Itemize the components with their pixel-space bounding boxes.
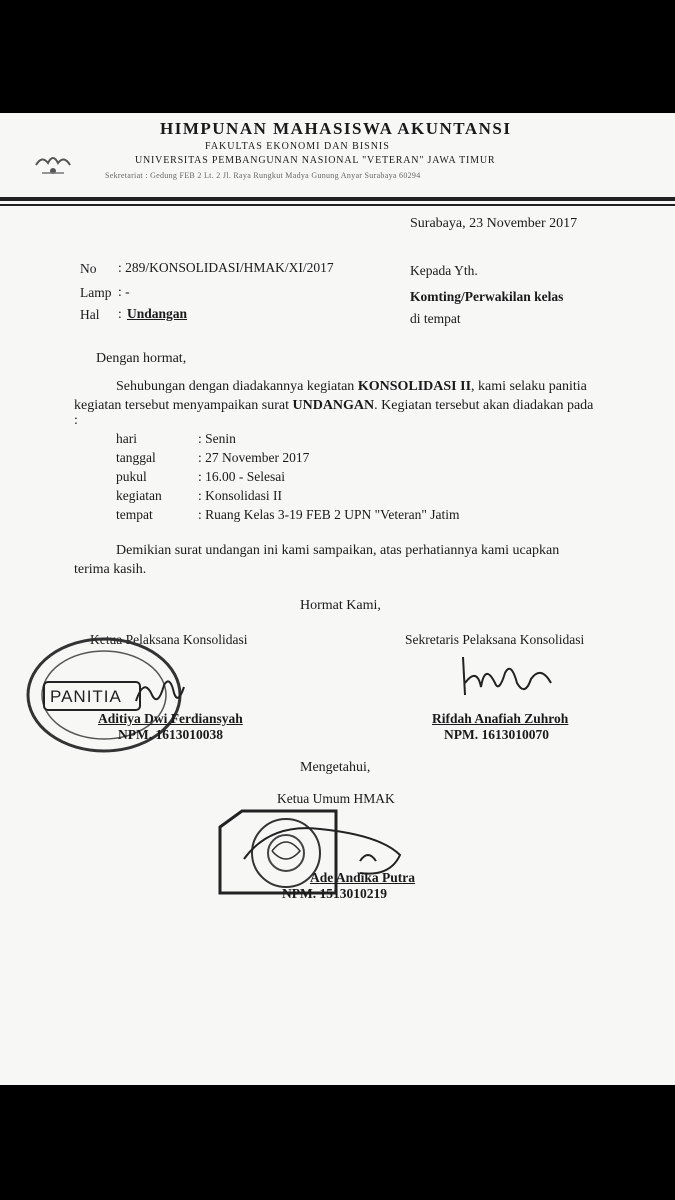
paragraph-1-line1: Sehubungan dengan diadakannya kegiatan KONSOLIDASI II, kami selaku panitia (116, 379, 587, 394)
stamp-text: PANITIA (50, 687, 122, 706)
recipient-line1: Kepada Yth. (410, 263, 478, 278)
letter-date: Surabaya, 23 November 2017 (410, 216, 578, 231)
chair-role: Ketua Umum HMAK (277, 791, 395, 806)
recipient-line3: di tempat (410, 311, 461, 326)
greeting: Dengan hormat, (96, 351, 187, 366)
chair-name: Ade Andika Putra (310, 870, 416, 885)
chair-npm: NPM. 1513010219 (282, 886, 387, 901)
letterhead-rule-thick (0, 197, 675, 201)
letterhead-rule-thin (0, 204, 675, 206)
lamp-value: : - (118, 284, 130, 299)
letterhead-address: Sekretariat : Gedung FEB 2 Lt. 2 Jl. Raya Rungkut Madya Gunung Anyar Surabaya 60294 (105, 171, 421, 180)
right-signatory-role: Sekretaris Pelaksana Konsolidasi (405, 632, 585, 647)
right-signatory-npm: NPM. 1613010070 (444, 727, 549, 742)
detail-label: hari (116, 431, 137, 446)
paragraph-1-line2: kegiatan tersebut menyampaikan surat UNDANGAN. Kegiatan tersebut akan diadakan pada (74, 398, 594, 413)
right-signatory-name: Rifdah Anafiah Zuhroh (432, 711, 569, 726)
detail-label: kegiatan (116, 488, 162, 503)
letterhead-faculty: FAKULTAS EKONOMI DAN BISNIS (205, 141, 390, 152)
hal-value: Undangan (127, 306, 188, 321)
detail-value: : Konsolidasi II (198, 488, 282, 503)
regards: Hormat Kami, (300, 598, 381, 613)
hal-label: Hal (80, 307, 100, 322)
detail-value: : Senin (198, 431, 236, 446)
university-logo-icon (28, 133, 78, 183)
detail-value: : 16.00 - Selesai (198, 469, 285, 484)
letter-page (0, 113, 675, 1085)
left-signatory-role: Ketua Pelaksana Konsolidasi (90, 632, 248, 647)
no-value: : 289/KONSOLIDASI/HMAK/XI/2017 (118, 260, 334, 275)
detail-value: : 27 November 2017 (198, 450, 310, 465)
detail-value: : Ruang Kelas 3-19 FEB 2 UPN "Veteran" Jatim (198, 507, 460, 522)
acknowledged: Mengetahui, (300, 760, 371, 775)
closing-line2: terima kasih. (74, 562, 147, 577)
closing-line1: Demikian surat undangan ini kami sampaikan, atas perhatiannya kami ucapkan (116, 543, 560, 558)
letterhead-university: UNIVERSITAS PEMBANGUNAN NASIONAL "VETERAN" JAWA TIMUR (135, 155, 496, 166)
detail-label: pukul (116, 469, 147, 484)
right-signature-icon (455, 653, 565, 709)
no-label: No (80, 261, 97, 276)
hal-colon: : (118, 306, 122, 321)
left-signatory-name: Aditiya Dwi Ferdiansyah (98, 711, 243, 726)
left-signature-icon (130, 673, 190, 713)
detail-label: tempat (116, 507, 153, 522)
lamp-label: Lamp (80, 285, 112, 300)
letterhead-org: HIMPUNAN MAHASISWA AKUNTANSI (160, 119, 512, 138)
paragraph-1-line3: : (74, 413, 78, 428)
left-signatory-npm: NPM. 1613010038 (118, 727, 223, 742)
recipient-line2: Komting/Perwakilan kelas (410, 289, 564, 304)
detail-label: tanggal (116, 450, 156, 465)
